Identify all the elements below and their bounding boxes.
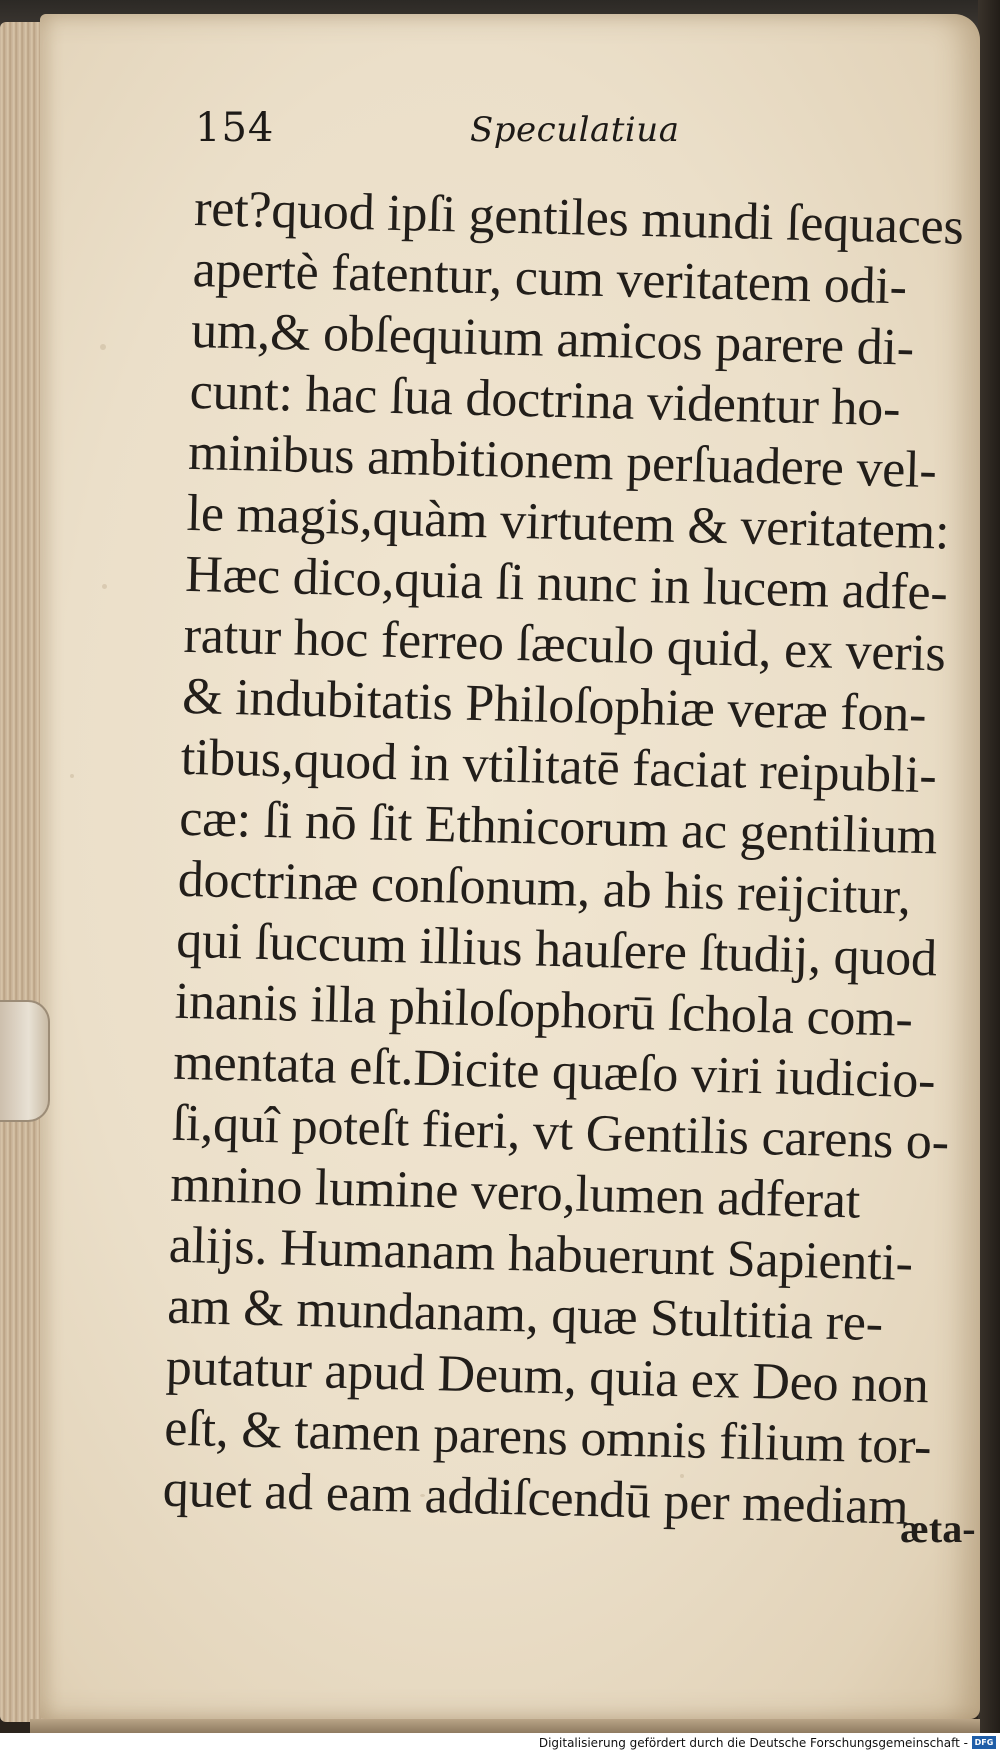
text-line: ret?quod ipſi gentiles mundi ſequaces: [193, 179, 965, 256]
page-stack-edge: [0, 22, 44, 1722]
text-line: am & mundanam, quæ Stultitia re-: [166, 1277, 884, 1353]
text-line: mentata eſt.Dicite quæſo viri iudicio-: [172, 1033, 936, 1110]
text-line: doctrinæ conſonum, ab his reijcitur,: [177, 850, 912, 926]
text-line: & indubitatis Philoſophiæ veræ fon-: [181, 667, 927, 744]
page-number: 154: [195, 105, 275, 151]
text-line: mnino lumine vero,lumen adferat: [169, 1155, 861, 1230]
text-line: ratur hoc ferreo ſæculo quid, ex veris: [183, 606, 947, 683]
dfg-logo: DFG: [972, 1736, 996, 1749]
text-line: alijs. Humanam habuerunt Sapienti-: [168, 1216, 914, 1292]
clasp-tab: [0, 1000, 50, 1122]
funding-attribution: Digitalisierung gefördert durch die Deutsche Forschungsgemeinschaft -: [538, 1736, 968, 1750]
paper-spot: [100, 344, 106, 350]
text-line: inanis illa philoſophorū ſchola com-: [174, 972, 914, 1048]
text-line: Hæc dico,quia ſi nunc in lucem adfe-: [184, 545, 949, 622]
paper-spot: [102, 584, 107, 589]
paper-spot: [70, 774, 74, 778]
text-line: qui ſuccum illius hauſere ſtudij, quod: [175, 911, 938, 988]
text-line: minibus ambitionem perſuadere vel-: [187, 423, 938, 500]
text-line: le magis,quàm virtutem & veritatem:: [186, 484, 950, 561]
text-line: um,& obſequium amicos parere di-: [190, 301, 915, 377]
catchword: æta-: [900, 1506, 976, 1551]
text-line: cunt: hac ſua doctrina videntur ho-: [189, 362, 901, 438]
text-line: quet ad eam addiſcendū per mediam: [162, 1460, 910, 1536]
text-line: putatur apud Deum, quia ex Deo non: [165, 1338, 930, 1415]
text-line: cæ: ſi nō ſit Ethnicorum ac gentilium: [178, 789, 938, 866]
book-bottom-edge: [30, 1719, 980, 1733]
body-text: [162, 178, 985, 1539]
text-line: ſi,quî poteſt fieri, vt Gentilis carens o-: [171, 1094, 950, 1171]
text-line: eſt, & tamen parens omnis filium tor-: [163, 1399, 932, 1476]
text-line: tibus,quod in vtilitatē faciat reipubli-: [180, 728, 938, 805]
text-line: apertè fatentur, cum veritatem odi-: [192, 240, 908, 316]
running-head: Speculatiua: [470, 110, 680, 150]
